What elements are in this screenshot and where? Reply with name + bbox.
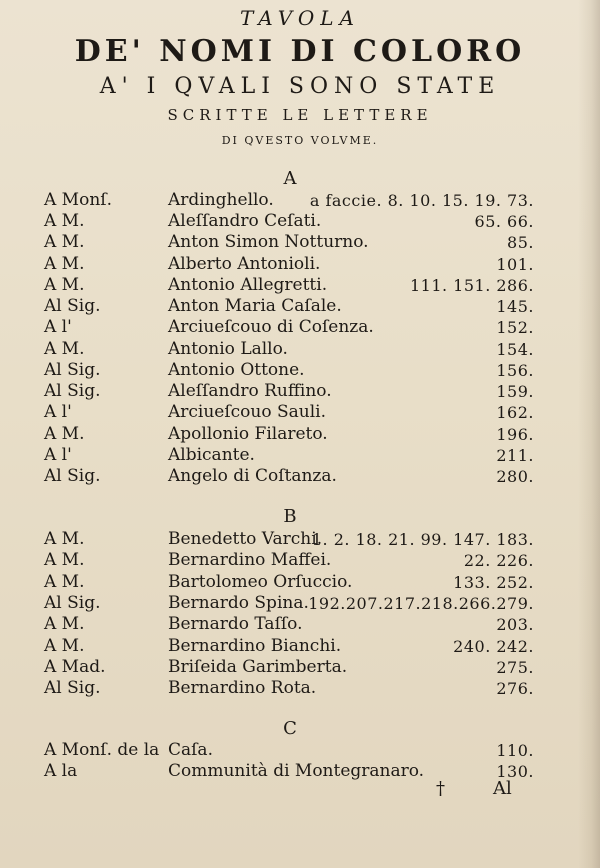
index-entry — [0, 381, 600, 402]
index-entry — [0, 211, 600, 232]
entry-pages: 280. — [496, 467, 534, 486]
entry-pages: 192.207.217.218.266.279. — [308, 594, 534, 613]
entry-pages: 276. — [496, 679, 534, 698]
entry-salutation: A l' — [44, 402, 72, 422]
entry-pages: 240. 242. — [453, 637, 534, 656]
index-entry — [0, 550, 600, 571]
title-line-4: DI QVESTO VOLVME. — [221, 134, 379, 147]
entry-salutation: Al Sig. — [44, 381, 101, 401]
entry-name: Alberto Antonioli. — [168, 254, 321, 274]
entry-name: Caſa. — [168, 740, 213, 760]
entry-pages: 110. — [496, 741, 534, 760]
index-entry — [0, 529, 600, 550]
entry-salutation: A M. — [44, 614, 85, 634]
entry-pages: 211. — [496, 446, 534, 465]
entry-name: Bartolomeo Orſuccio. — [168, 572, 353, 592]
entry-pages: 130. — [496, 762, 534, 781]
entry-name: Angelo di Coſtanza. — [168, 466, 337, 486]
entry-pages: 22. 226. — [463, 551, 534, 570]
entry-name: Aleſſandro Ceſati. — [168, 211, 322, 231]
index-entry — [0, 657, 600, 678]
entry-pages: 275. — [496, 658, 534, 677]
entry-name: Bernardo Spina. — [168, 593, 309, 613]
entry-salutation: A Mad. — [44, 657, 106, 677]
index-entry — [0, 317, 600, 338]
entry-salutation: A M. — [44, 211, 85, 231]
index-entry — [0, 339, 600, 360]
title-line-3: SCRITTE LE LETTERE — [167, 106, 433, 124]
entry-name: Antonio Ottone. — [168, 360, 305, 380]
entry-salutation: A M. — [44, 572, 85, 592]
index-entry — [0, 232, 600, 253]
index-entry — [0, 572, 600, 593]
index-entry — [0, 360, 600, 381]
index-entry — [0, 254, 600, 275]
index-entry — [0, 445, 600, 466]
entry-salutation: A M. — [44, 550, 85, 570]
entry-name: Ardinghello. — [168, 190, 274, 210]
entry-salutation: A M. — [44, 529, 85, 549]
entry-salutation: Al Sig. — [44, 678, 101, 698]
entry-pages: 133. 252. — [453, 573, 534, 592]
entry-name: Apollonio Filareto. — [168, 424, 328, 444]
entry-name: Bernardino Maffei. — [168, 550, 332, 570]
index-entry — [0, 424, 600, 445]
entry-pages: 203. — [496, 615, 534, 634]
section-letter-c: C — [283, 718, 297, 739]
signature-mark: † — [436, 778, 445, 799]
entry-salutation: A M. — [44, 424, 85, 444]
entry-pages: 85. — [507, 233, 534, 252]
entry-name: Aleſſandro Ruffino. — [168, 381, 332, 401]
entry-pages: 196. — [496, 425, 534, 444]
entry-pages: 145. — [496, 297, 534, 316]
index-entry — [0, 296, 600, 317]
entry-pages: 101. — [496, 255, 534, 274]
section-letter-b: B — [283, 506, 297, 527]
entry-salutation: Al Sig. — [44, 296, 101, 316]
entry-salutation: Al Sig. — [44, 593, 101, 613]
title-line-2: A' I QVALI SONO STATE — [99, 74, 501, 99]
entry-pages: 154. — [496, 340, 534, 359]
entry-salutation: A M. — [44, 232, 85, 252]
index-entry — [0, 466, 600, 487]
entry-salutation: A la — [44, 761, 78, 781]
catchword: Al — [493, 778, 512, 799]
index-entry — [0, 740, 600, 761]
entry-name: Antonio Lallo. — [168, 339, 288, 359]
entry-pages: a faccie. 8. 10. 15. 19. 73. — [309, 191, 534, 210]
index-entry — [0, 614, 600, 635]
entry-name: Bernardino Rota. — [168, 678, 317, 698]
index-entry — [0, 636, 600, 657]
index-entry — [0, 402, 600, 423]
entry-pages: 159. — [496, 382, 534, 401]
entry-pages: 152. — [496, 318, 534, 337]
index-entry — [0, 275, 600, 296]
entry-salutation: Al Sig. — [44, 360, 101, 380]
entry-name: Anton Maria Caſale. — [168, 296, 342, 316]
entry-name: Briſeida Garimberta. — [168, 657, 348, 677]
entry-salutation: A l' — [44, 317, 72, 337]
index-entry — [0, 190, 600, 211]
entry-salutation: A M. — [44, 254, 85, 274]
entry-salutation: Al Sig. — [44, 466, 101, 486]
entry-salutation: A M. — [44, 636, 85, 656]
entry-name: Albicante. — [168, 445, 255, 465]
entry-name: Communità di Montegranaro. — [168, 761, 425, 781]
index-entry — [0, 678, 600, 699]
entry-name: Arciueſcouo di Coſenza. — [168, 317, 374, 337]
entry-pages: 156. — [496, 361, 534, 380]
entry-salutation: A M. — [44, 339, 85, 359]
entry-salutation: A M. — [44, 275, 85, 295]
running-head: TAVOLA — [240, 6, 360, 30]
title-line-1: DE' NOMI DI COLORO — [74, 34, 526, 69]
entry-name: Arciueſcouo Sauli. — [168, 402, 327, 422]
section-letter-a: A — [283, 168, 297, 189]
entry-pages: 111. 151. 286. — [409, 276, 534, 295]
entry-pages: 162. — [496, 403, 534, 422]
entry-name: Antonio Allegretti. — [168, 275, 328, 295]
index-entry — [0, 593, 600, 614]
entry-salutation: A l' — [44, 445, 72, 465]
entry-pages: 1. 2. 18. 21. 99. 147. 183. — [311, 530, 534, 549]
entry-name: Bernardo Taſſo. — [168, 614, 303, 634]
entry-salutation: A Monſ. de la — [44, 740, 160, 760]
entry-name: Benedetto Varchi. — [168, 529, 323, 549]
entry-salutation: A Monſ. — [44, 190, 112, 210]
entry-pages: 65. 66. — [474, 212, 534, 231]
entry-name: Anton Simon Notturno. — [168, 232, 369, 252]
entry-name: Bernardino Bianchi. — [168, 636, 342, 656]
